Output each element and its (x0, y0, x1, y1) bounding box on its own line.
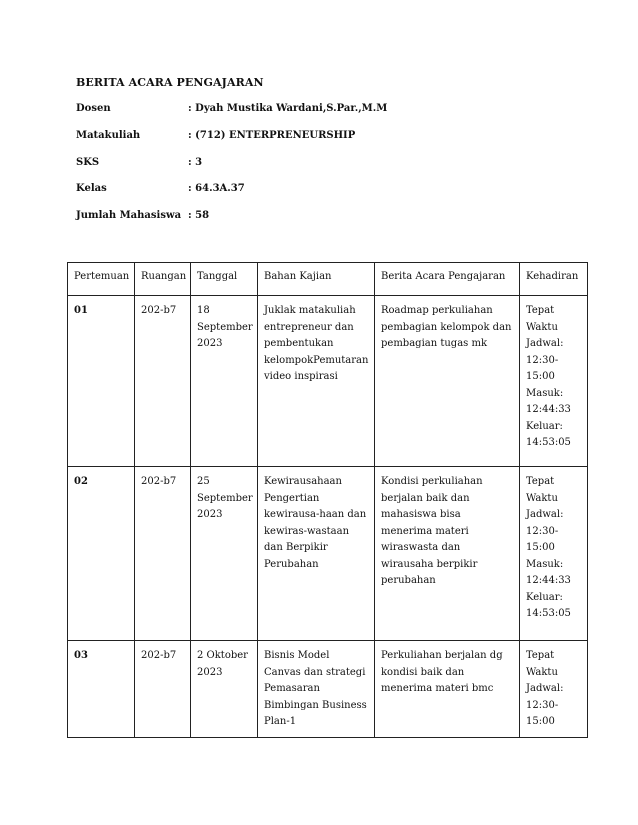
header-tanggal: Tanggal (191, 263, 258, 296)
cell-tanggal: 18 September 2023 (191, 296, 258, 467)
info-value: : 64.3A.37 (188, 183, 245, 194)
document-title: BERITA ACARA PENGAJARAN (76, 76, 264, 89)
info-label: Matakuliah (76, 130, 141, 141)
cell-ruangan: 202-b7 (135, 296, 191, 467)
cell-bahan-kajian: Bisnis Model Canvas dan strategi Pemasaran Bimbingan Business Plan-1 (258, 641, 375, 738)
header-berita-acara: Berita Acara Pengajaran (375, 263, 520, 296)
cell-bahan-kajian: Juklak matakuliah entrepreneur dan pembentukan kelompokPemutaran video inspirasi (258, 296, 375, 467)
cell-berita-acara: Roadmap perkuliahan pembagian kelompok dan pembagian tugas mk (375, 296, 520, 467)
header-pertemuan: Pertemuan (68, 263, 135, 296)
header-ruangan: Ruangan (135, 263, 191, 296)
cell-kehadiran: Tepat Waktu Jadwal: 12:30- 15:00 Masuk: 12:44:33 Keluar: 14:53:05 (520, 296, 588, 467)
table-row (68, 467, 588, 641)
header-bahan-kajian: Bahan Kajian (258, 263, 375, 296)
teaching-record-table (67, 262, 588, 738)
table-header-row (68, 263, 588, 296)
info-label: Jumlah Mahasiswa (76, 210, 182, 221)
table-row (68, 296, 588, 467)
cell-pertemuan: 02 (68, 467, 135, 641)
header-kehadiran: Kehadiran (520, 263, 588, 296)
info-value: : 58 (188, 210, 210, 221)
cell-tanggal: 25 September 2023 (191, 467, 258, 641)
cell-pertemuan: 01 (68, 296, 135, 467)
info-label: Kelas (76, 183, 107, 194)
cell-pertemuan: 03 (68, 641, 135, 738)
cell-berita-acara: Perkuliahan berjalan dg kondisi baik dan menerima materi bmc (375, 641, 520, 738)
cell-tanggal: 2 Oktober 2023 (191, 641, 258, 738)
info-value: : Dyah Mustika Wardani,S.Par.,M.M (188, 103, 388, 114)
cell-kehadiran: Tepat Waktu Jadwal: 12:30- 15:00 (520, 641, 588, 738)
info-label: SKS (76, 157, 100, 168)
cell-ruangan: 202-b7 (135, 641, 191, 738)
cell-kehadiran: Tepat Waktu Jadwal: 12:30- 15:00 Masuk: 12:44:33 Keluar: 14:53:05 (520, 467, 588, 641)
cell-ruangan: 202-b7 (135, 467, 191, 641)
info-label: Dosen (76, 103, 111, 114)
cell-berita-acara: Kondisi perkuliahan berjalan baik dan mahasiswa bisa menerima materi wiraswasta dan wirausaha berpikir perubahan (375, 467, 520, 641)
table-row (68, 641, 588, 738)
info-value: : (712) ENTERPRENEURSHIP (188, 130, 356, 141)
cell-bahan-kajian: Kewirausahaan Pengertian kewirausa-haan dan kewiras-wastaan dan Berpikir Perubahan (258, 467, 375, 641)
info-value: : 3 (188, 157, 203, 168)
